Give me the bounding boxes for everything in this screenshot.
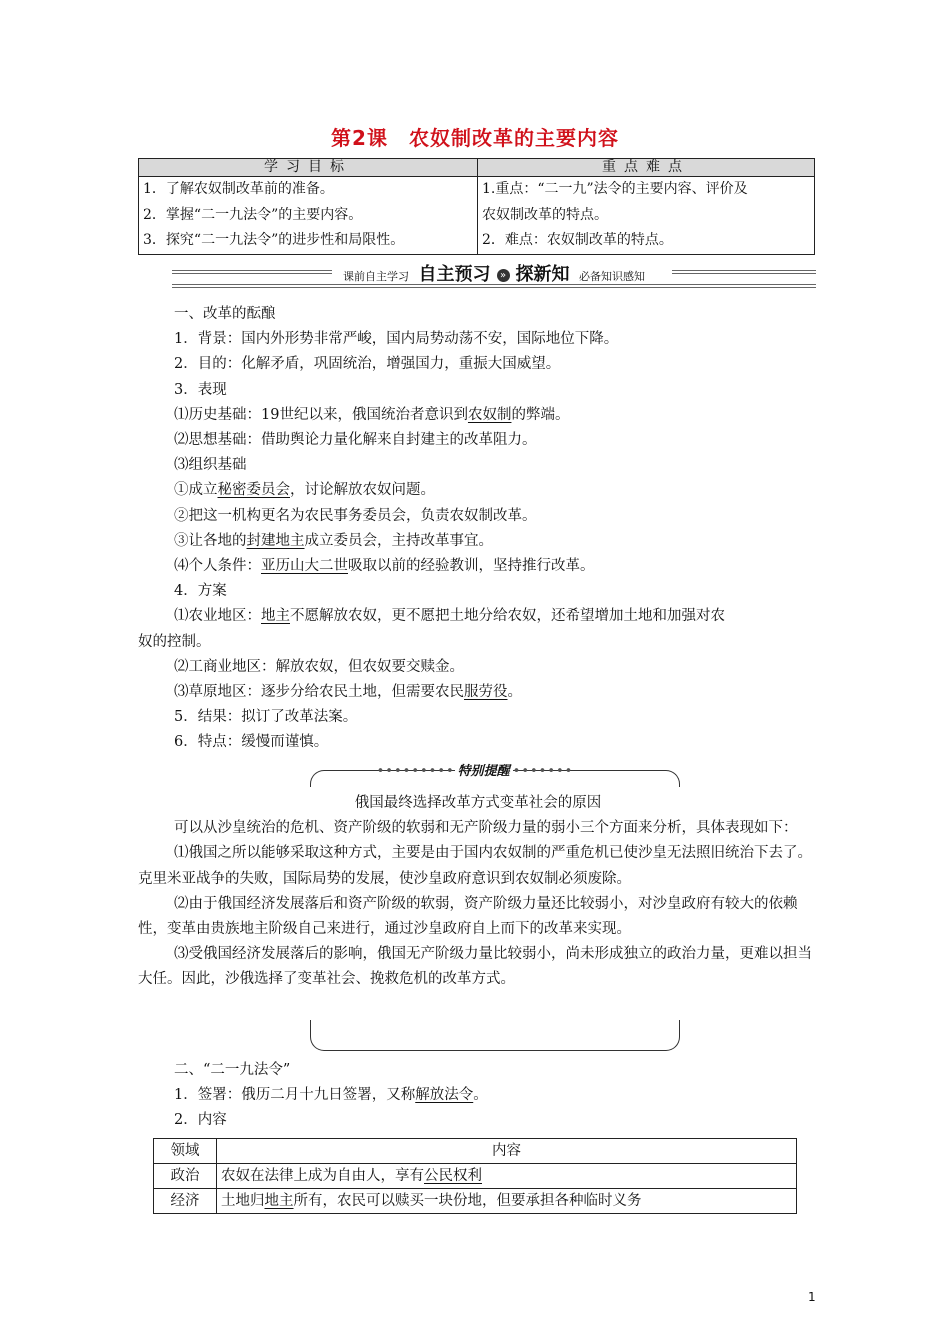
tip-box-bottom — [310, 1020, 680, 1051]
table-cell: 经济 — [154, 1189, 217, 1214]
paragraph: ①成立秘密委员会，讨论解放农奴问题。 — [174, 482, 435, 499]
paragraph: 1．签署：俄历二月十九日签署，又称解放法令。 — [174, 1087, 488, 1104]
table-row — [154, 1189, 797, 1214]
paragraph: 3．表现 — [174, 381, 227, 398]
tip-content — [138, 791, 818, 993]
page-title: 第2课 农奴制改革的主要内容 — [331, 126, 619, 150]
paragraph: 2．内容 — [174, 1112, 227, 1129]
tip-label: ••••••••• 特别提醒 ••••••• — [376, 764, 574, 779]
key-term: 农奴制 — [467, 406, 512, 423]
section-2 — [138, 1058, 818, 1134]
paragraph: ⑴历史基础：19世纪以来，俄国统治者意识到农奴制的弊端。 — [174, 406, 570, 423]
paragraph: ⑴农业地区：地主不愿解放农奴，更不愿把土地分给农奴，还希望增加土地和加强对农 — [174, 608, 725, 625]
key-term: 解放法令 — [415, 1087, 474, 1104]
paragraph: ②把这一机构更名为农民事务委员会，负责农奴制改革。 — [174, 507, 537, 524]
goal-item: 1．了解农奴制改革前的准备。 — [143, 181, 334, 197]
paragraph: 1．背景：国内外形势非常严峻，国内局势动荡不安，国际地位下降。 — [174, 331, 619, 348]
tip-title: 俄国最终选择改革方式变革社会的原因 — [354, 795, 602, 811]
banner-right-caption: 必备知识感知 — [579, 270, 645, 283]
table-header: 内容 — [217, 1139, 797, 1164]
tip-label-text: 特别提醒 — [455, 764, 513, 779]
paragraph: 6．特点：缓慢而谨慎。 — [174, 734, 329, 751]
table-row — [154, 1139, 797, 1164]
table-header: 领域 — [154, 1139, 217, 1164]
key-term: 地主 — [264, 1193, 294, 1209]
paragraph: 奴的控制。 — [138, 633, 211, 650]
table-cell: 政治 — [154, 1164, 217, 1189]
paragraph: 4．方案 — [174, 583, 227, 600]
keypoint-item: 1.重点：“二一九”法令的主要内容、评价及 — [482, 181, 748, 197]
goals-header-right: 重点难点 — [478, 159, 815, 177]
paragraph: ⑶草原地区：逐步分给农民土地，但需要农民服劳役。 — [174, 684, 522, 701]
content-table — [153, 1138, 797, 1214]
banner-title-right: 探新知 — [515, 264, 570, 285]
page-number: 1 — [808, 1290, 816, 1304]
goal-item: 2．掌握“二一九法令”的主要内容。 — [143, 206, 363, 223]
table-row — [154, 1164, 797, 1189]
table-cell: 农奴在法律上成为自由人，享有公民权利 — [217, 1164, 797, 1189]
section-banner — [172, 258, 816, 294]
table-cell: 土地归地主所有，农民可以赎买一块份地，但要承担各种临时义务 — [217, 1189, 797, 1214]
paragraph: ⑵工商业地区：解放农奴，但农奴要交赎金。 — [174, 658, 464, 675]
paragraph: 5．结果：拟订了改革法案。 — [174, 709, 358, 726]
goal-item: 3．探究“二一九法令”的进步性和局限性。 — [143, 232, 405, 248]
paragraph: ⑵思想基础：借助舆论力量化解来自封建主的改革阻力。 — [174, 432, 537, 449]
paragraph: 可以从沙皇统治的危机、资产阶级的软弱和无产阶级力量的弱小三个方面来分析，具体表现如下： — [174, 820, 798, 837]
key-term: 秘密委员会 — [217, 482, 290, 499]
keypoint-item: 农奴制改革的特点。 — [482, 206, 608, 223]
goals-header-left: 学习目标 — [139, 159, 478, 177]
section-heading: 二、“二一九法令” — [174, 1062, 291, 1078]
paragraph: ③让各地的封建地主成立委员会，主持改革事宜。 — [174, 532, 493, 549]
section-heading: 一、改革的酝酿 — [174, 306, 276, 322]
banner-title-left: 自主预习 — [418, 264, 491, 285]
paragraph: ⑵由于俄国经济发展落后和资产阶级的软弱，资产阶级力量还比较弱小，对沙皇政府有较大的依赖性，变革由贵族地主阶级自己来进行，通过沙皇政府自上而下的改革来实现。 — [138, 895, 798, 938]
arrow-icon: » — [497, 269, 510, 282]
section-1 — [138, 302, 818, 756]
paragraph: ⑷个人条件：亚历山大二世吸取以前的经验教训，坚持推行改革。 — [174, 558, 595, 575]
key-term: 地主 — [261, 608, 290, 625]
key-term: 亚历山大二世 — [261, 558, 348, 575]
paragraph: ⑴俄国之所以能够采取这种方式，主要是由于国内农奴制的严重危机已使沙皇无法照旧统治下去了。克里米亚战争的失败，国际局势的发展，使沙皇政府意识到农奴制必须废除。 — [138, 845, 812, 887]
key-term: 公民权利 — [424, 1168, 482, 1184]
key-term: 服劳役 — [464, 684, 508, 701]
banner-left-caption: 课前自主学习 — [343, 270, 409, 283]
keypoint-item: 2．难点：农奴制改革的特点。 — [482, 232, 673, 248]
paragraph: 2．目的：化解矛盾，巩固统治，增强国力，重振大国威望。 — [174, 356, 561, 373]
key-term: 封建地主 — [246, 532, 305, 549]
paragraph: ⑶受俄国经济发展落后的影响，俄国无产阶级力量比较弱小，尚未形成独立的政治力量，更难以担当大任。因此，沙俄选择了变革社会、挽救危机的改革方式。 — [138, 946, 812, 988]
paragraph: ⑶组织基础 — [174, 457, 247, 474]
goals-table — [138, 158, 815, 255]
